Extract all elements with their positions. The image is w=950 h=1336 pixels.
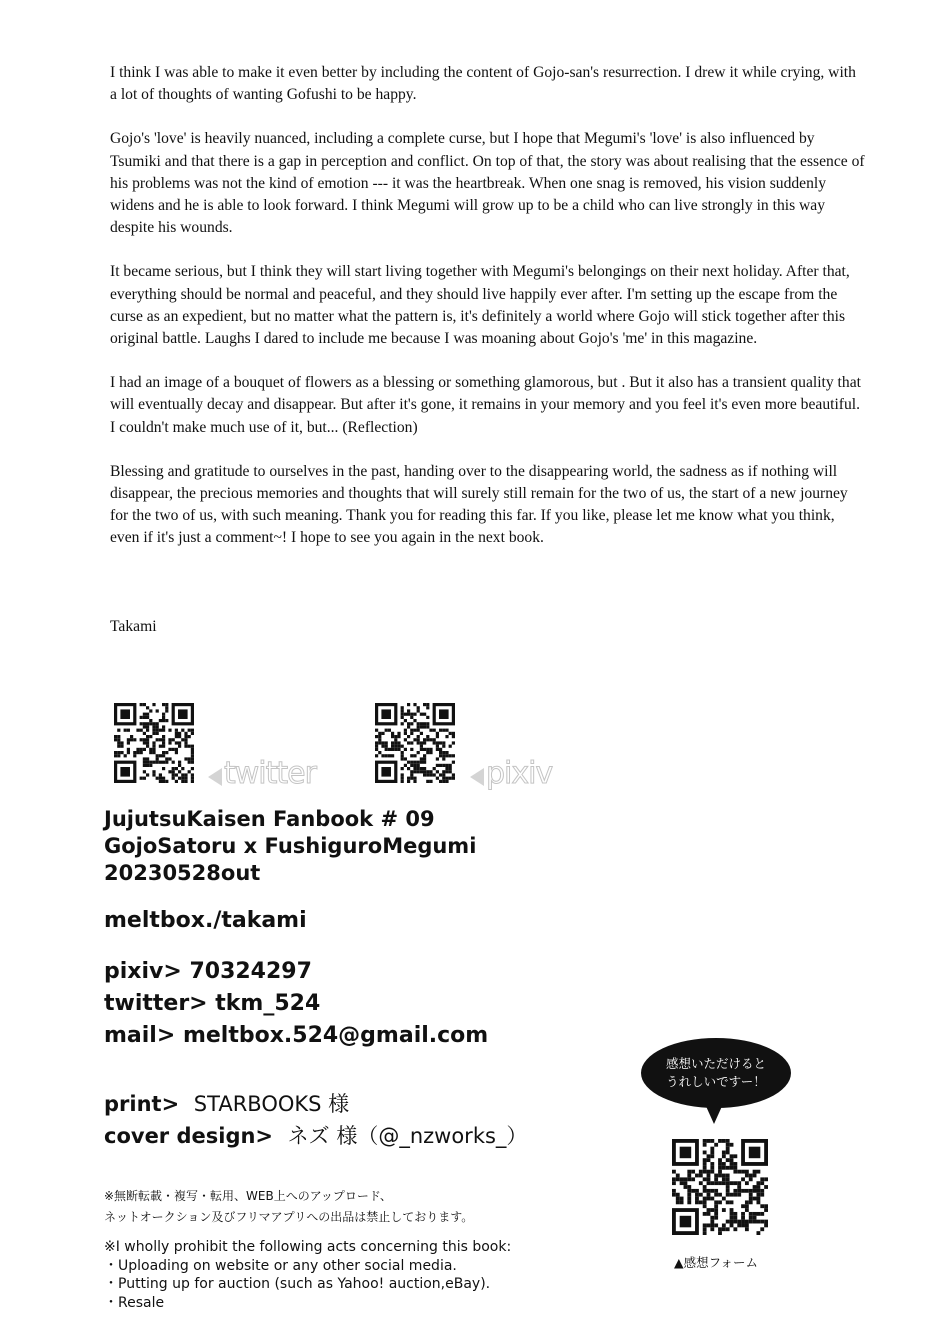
cover-label: cover design>: [104, 1124, 274, 1148]
feedback-form-label: ▲感想フォーム: [674, 1255, 758, 1270]
bubble-line-2: うれしいですー！: [666, 1074, 766, 1089]
afterword-paragraph-5: Blessing and gratitude to ourselves in the past, handing over to the disappearing world, the sadness as if nothing will disappear, the precious memories and thoughts that will surely still remain for the two of us, the start of a new journey for the two of us, with such meaning. Thank you for reading this far. If you like, please let me know what you think, even if it's just a comment~! I hope to see you again in the next book.: [110, 462, 848, 547]
english-notice-line-2: ・Uploading on website or any other social media.: [104, 1257, 457, 1274]
pixiv-qr-caption: pixiv: [486, 756, 553, 791]
feedback-form-qr-code[interactable]: [672, 1139, 768, 1235]
cover-value: ネズ 様（@_nzworks_）: [287, 1124, 528, 1148]
cover-credit: [104, 1120, 527, 1152]
site-url: meltbox./takami: [104, 908, 307, 933]
afterword-paragraph-3: It became serious, but I think they will start living together with Megumi's belongings on their next holiday. After that, everything should be normal and peaceful, and they should live happily ever after. I'm setting up the escape from the curse as an expedient, but no matter what the pattern is, it's definitely a world where Gojo will stick together after this original battle. Laughs I dared to include me because I was moaning about Gojo's 'me' in this magazine.: [110, 263, 850, 348]
japanese-notice-line-2: ネットオークション及びフリマアプリへの出品は禁止しております。: [104, 1210, 474, 1224]
english-notice-line-3: ・Putting up for auction (such as Yahoo! auction,eBay).: [104, 1276, 491, 1292]
qr-pattern: [375, 703, 455, 783]
book-info: [104, 806, 476, 887]
afterword-paragraph-2: Gojo's 'love' is heavily nuanced, including a complete curse, but I hope that Megumi's 'love' is also influenced by Tsumiki and that there is a gap in perception and conflict. On top of that, the story was about realising that the essence of his problems was not the kind of emotion --- it was the heartbreak. When one snag is removed, his vision suddenly widens and he is able to look forward. I think Megumi will grow up to be a child who can live strongly in this way despite his wounds.: [110, 130, 865, 237]
mail-address: mail> meltbox.524@gmail.com: [104, 1023, 489, 1048]
afterword-paragraph-1: I think I was able to make it even better by including the content of Gojo-san's resurrection. I drew it while crying, with a lot of thoughts of wanting Gofushi to be happy.: [110, 64, 856, 104]
credits: [104, 1088, 527, 1152]
author-signature: Takami: [110, 618, 157, 635]
speech-bubble: [641, 1038, 791, 1108]
english-notice: [104, 1238, 511, 1312]
book-pairing: GojoSatoru x FushiguroMegumi: [104, 834, 477, 858]
print-credit: [104, 1088, 527, 1120]
bubble-line-1: 感想いただけると: [665, 1056, 766, 1071]
pixiv-qr-code[interactable]: [375, 703, 455, 783]
japanese-notice-line-1: ※無断転載・複写・転用、WEB上へのアップロード、: [104, 1189, 392, 1203]
print-label: print>: [104, 1092, 180, 1116]
twitter-qr-caption: twitter: [224, 756, 316, 791]
print-value: STARBOOKS 様: [193, 1092, 350, 1116]
qr-pattern: [114, 703, 194, 783]
book-release-date: 20230528out: [104, 861, 261, 885]
pixiv-id: pixiv> 70324297: [104, 959, 312, 984]
arrow-left-icon: [470, 768, 484, 786]
japanese-notice: [104, 1186, 473, 1228]
speech-bubble-tail: [705, 1104, 723, 1124]
english-notice-line-1: ※I wholly prohibit the following acts concerning this book:: [104, 1239, 512, 1255]
twitter-qr-code[interactable]: [114, 703, 194, 783]
arrow-left-icon: [208, 768, 222, 786]
afterword-paragraph-4: I had an image of a bouquet of flowers as a blessing or something glamorous, but . But it also has a transient quality that will eventually decay and disappear. But after it's gone, it remains in your memory and you feel it's even more beautiful. I couldn't make much use of it, but... (Reflection): [110, 374, 861, 436]
book-title: JujutsuKaisen Fanbook # 09: [104, 807, 435, 831]
qr-pattern: [672, 1139, 768, 1235]
contact-info: [104, 956, 488, 1052]
afterword-text: [110, 62, 865, 572]
english-notice-line-4: ・Resale: [104, 1294, 165, 1311]
twitter-handle: twitter> tkm_524: [104, 991, 321, 1016]
